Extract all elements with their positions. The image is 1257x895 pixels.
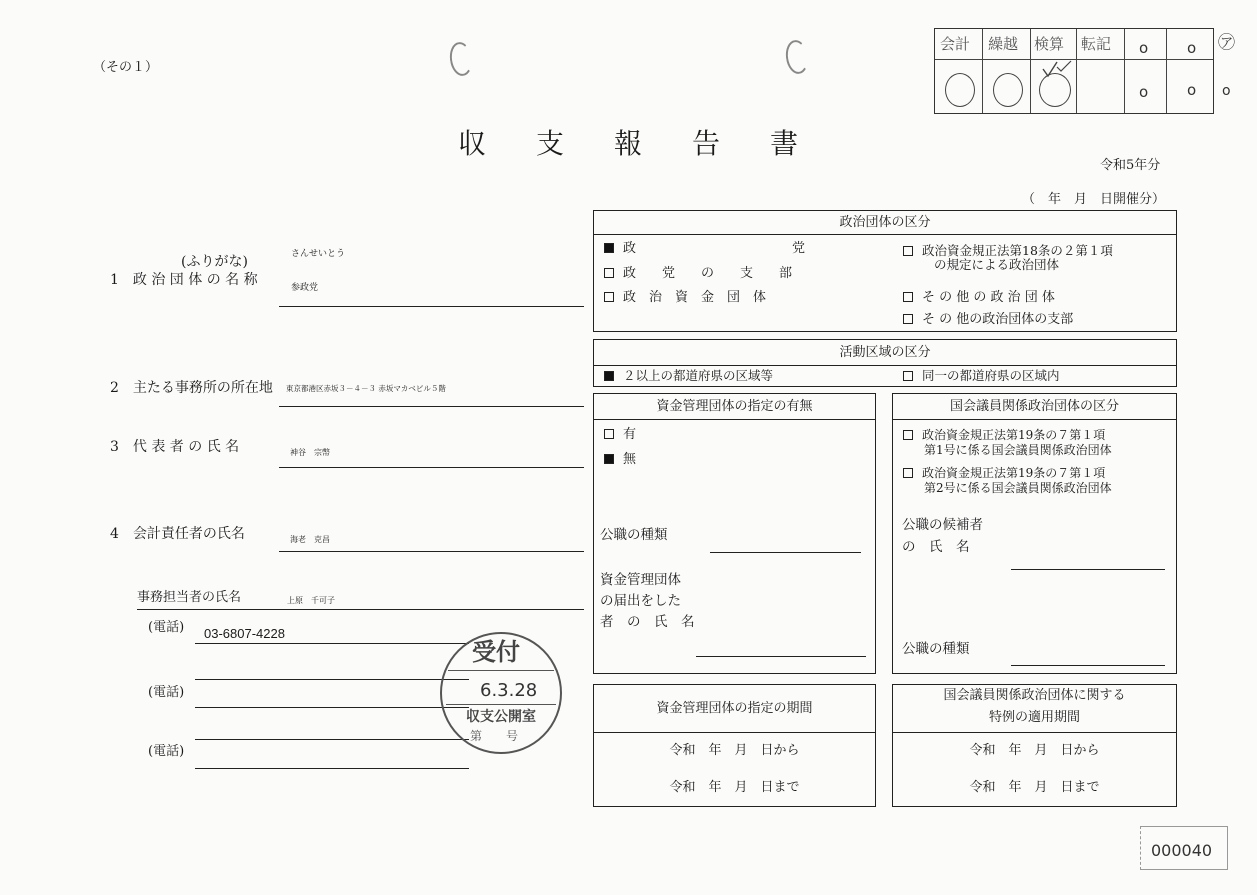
- page-number-stamp: [1140, 826, 1228, 870]
- phone-label: (電話): [148, 744, 185, 759]
- checkbox-icon: [903, 292, 913, 302]
- title-char: 告: [692, 127, 721, 160]
- receipt-stamp-number: 第 号: [470, 729, 519, 743]
- activity-area-title: 活動区域の区分: [839, 345, 931, 360]
- candidate-underline: [1011, 569, 1165, 570]
- candidate-label: 公職の候補者: [902, 517, 983, 533]
- diet-office-type-underline: [1011, 665, 1165, 666]
- address-value: 東京都港区赤坂３－４－３ 赤坂マカベビル５階: [286, 384, 446, 393]
- classification-option: 政 治 資 金 団 体: [604, 291, 766, 304]
- item2-label: 2 主たる事務所の所在地: [110, 380, 273, 396]
- notifier-label: の届出をした: [600, 593, 681, 609]
- page-number: 000040: [1151, 841, 1213, 860]
- classification-option-cont: の規定による政治団体: [934, 257, 1060, 272]
- classification-option: 政 党 の 支 部: [604, 267, 792, 280]
- receipt-stamp-date: 6.3.28: [480, 680, 538, 701]
- item1-label: 1 政 治 団 体 の 名 称: [110, 272, 258, 288]
- phone3-underline: [195, 768, 469, 769]
- diet-office-type-label: 公職の種類: [902, 641, 970, 657]
- seal-circle: [945, 73, 975, 107]
- checkbox-icon: [903, 246, 913, 256]
- staff-label: 事務担当者の氏名: [137, 590, 242, 605]
- classification-option: そ の 他の政治団体の支部: [903, 313, 1073, 326]
- receipt-stamp: [440, 632, 562, 754]
- checkbox-checked-icon: [604, 454, 614, 464]
- org-name-underline: [279, 306, 584, 307]
- staff-value: 上原 千可子: [287, 596, 335, 605]
- staff2-underline: [195, 679, 469, 680]
- title-char: 報: [614, 127, 643, 160]
- stamp-mark: ㋐: [1218, 33, 1235, 53]
- classification-title: 政治団体の区分: [839, 215, 931, 230]
- fund-period-from: 令和 年 月 日から: [669, 743, 800, 758]
- document-title: [440, 127, 820, 162]
- check-stamp-table: [934, 28, 1214, 114]
- stamp-header: 検算: [1034, 35, 1065, 53]
- activity-option: 同一の都道府県の区域内: [903, 370, 1060, 383]
- title-char: 収: [458, 127, 487, 160]
- special-period-title: 特例の適用期間: [988, 710, 1080, 725]
- checkbox-checked-icon: [604, 371, 614, 381]
- representative-underline: [279, 467, 584, 468]
- stamp-mark: ο: [1139, 39, 1149, 57]
- phone-label: (電話): [148, 685, 185, 700]
- address-underline: [279, 406, 584, 407]
- item4-label: 4 会計責任者の氏名: [110, 526, 245, 542]
- special-period-title: 国会議員関係政治団体に関する: [943, 688, 1126, 703]
- notifier-label: 者 の 氏 名: [600, 614, 695, 630]
- check-mark-icon: [1039, 59, 1075, 79]
- classification-box: [593, 210, 1177, 332]
- activity-area-box: [593, 339, 1177, 387]
- title-char: 支: [536, 127, 565, 160]
- staff-underline: [137, 609, 584, 610]
- checkbox-icon: [604, 292, 614, 302]
- stamp-header: 繰越: [988, 35, 1019, 53]
- activity-option: ２以上の都道府県の区域等: [604, 370, 773, 383]
- fund-period-box: [593, 684, 876, 807]
- checkbox-icon: [903, 468, 913, 478]
- stamp-mark: ο: [1139, 83, 1149, 101]
- fund-period-to: 令和 年 月 日まで: [669, 780, 800, 795]
- checkbox-icon: [604, 429, 614, 439]
- receipt-stamp-title: 受付: [472, 637, 520, 666]
- checkbox-icon: [604, 268, 614, 278]
- office-type-label: 公職の種類: [600, 527, 668, 543]
- stamp-header: 会計: [940, 35, 971, 53]
- candidate-label: の 氏 名: [902, 539, 970, 555]
- fund-designation-box: [593, 393, 876, 674]
- dissolution-date: （ 年 月 日開催分）: [1022, 192, 1166, 207]
- fiscal-year: 令和5年分: [1100, 158, 1161, 173]
- staff3-underline: [195, 739, 469, 740]
- checkbox-icon: [903, 430, 913, 440]
- classification-option: そ の 他 の 政 治 団 体: [903, 291, 1055, 304]
- furigana-value: さんせいとう: [291, 249, 346, 259]
- diet-option: 政治資金規正法第19条の７第１項: [903, 467, 1105, 479]
- org-name-value: 参政党: [291, 283, 319, 293]
- checkbox-icon: [903, 314, 913, 324]
- seal-circle: [993, 73, 1023, 107]
- sheet-number: （その１）: [93, 60, 159, 75]
- diet-option-cont: 第1号に係る国会議員関係政治団体: [924, 443, 1112, 457]
- stamp-mark: ο: [1187, 39, 1197, 57]
- phone1-value: 03-6807-4228: [204, 626, 285, 641]
- checkbox-icon: [903, 371, 913, 381]
- special-period-from: 令和 年 月 日から: [969, 743, 1100, 758]
- special-period-to: 令和 年 月 日まで: [969, 780, 1100, 795]
- notifier-label: 資金管理団体: [600, 572, 681, 588]
- special-period-box: [892, 684, 1177, 807]
- diet-member-box: [892, 393, 1177, 674]
- stamp-mark: ο: [1187, 81, 1197, 99]
- diet-member-title: 国会議員関係政治団体の区分: [949, 399, 1119, 414]
- diet-option-cont: 第2号に係る国会議員関係政治団体: [924, 481, 1112, 495]
- receipt-stamp-office: 収支公開室: [466, 709, 536, 725]
- title-char: 書: [770, 127, 799, 160]
- diet-option: 政治資金規正法第19条の７第１項: [903, 429, 1105, 441]
- phone1-underline: [195, 643, 469, 644]
- phone-label: (電話): [148, 620, 185, 635]
- stamp-header: 転記: [1081, 35, 1112, 53]
- item3-label: 3 代 表 者 の 氏 名: [110, 439, 240, 455]
- phone2-underline: [195, 707, 469, 708]
- furigana-label: (ふりがな): [181, 254, 248, 270]
- fund-option-no: 無: [604, 453, 636, 466]
- representative-value: 神谷 宗幣: [290, 448, 330, 457]
- fund-designation-title: 資金管理団体の指定の有無: [656, 399, 813, 414]
- classification-option: 政治資金規正法第18条の２第１項: [903, 245, 1113, 258]
- accountant-underline: [279, 551, 584, 552]
- stamp-mark: ο: [1222, 83, 1231, 99]
- accountant-value: 海老 克昌: [290, 535, 330, 544]
- notifier-underline: [696, 656, 866, 657]
- punch-hole-right: [784, 39, 811, 76]
- fund-period-title: 資金管理団体の指定の期間: [656, 701, 813, 716]
- classification-option: 政 党: [604, 242, 805, 255]
- checkbox-checked-icon: [604, 243, 614, 253]
- office-type-underline: [710, 552, 861, 553]
- punch-hole-left: [448, 41, 475, 78]
- fund-option-yes: 有: [604, 428, 636, 441]
